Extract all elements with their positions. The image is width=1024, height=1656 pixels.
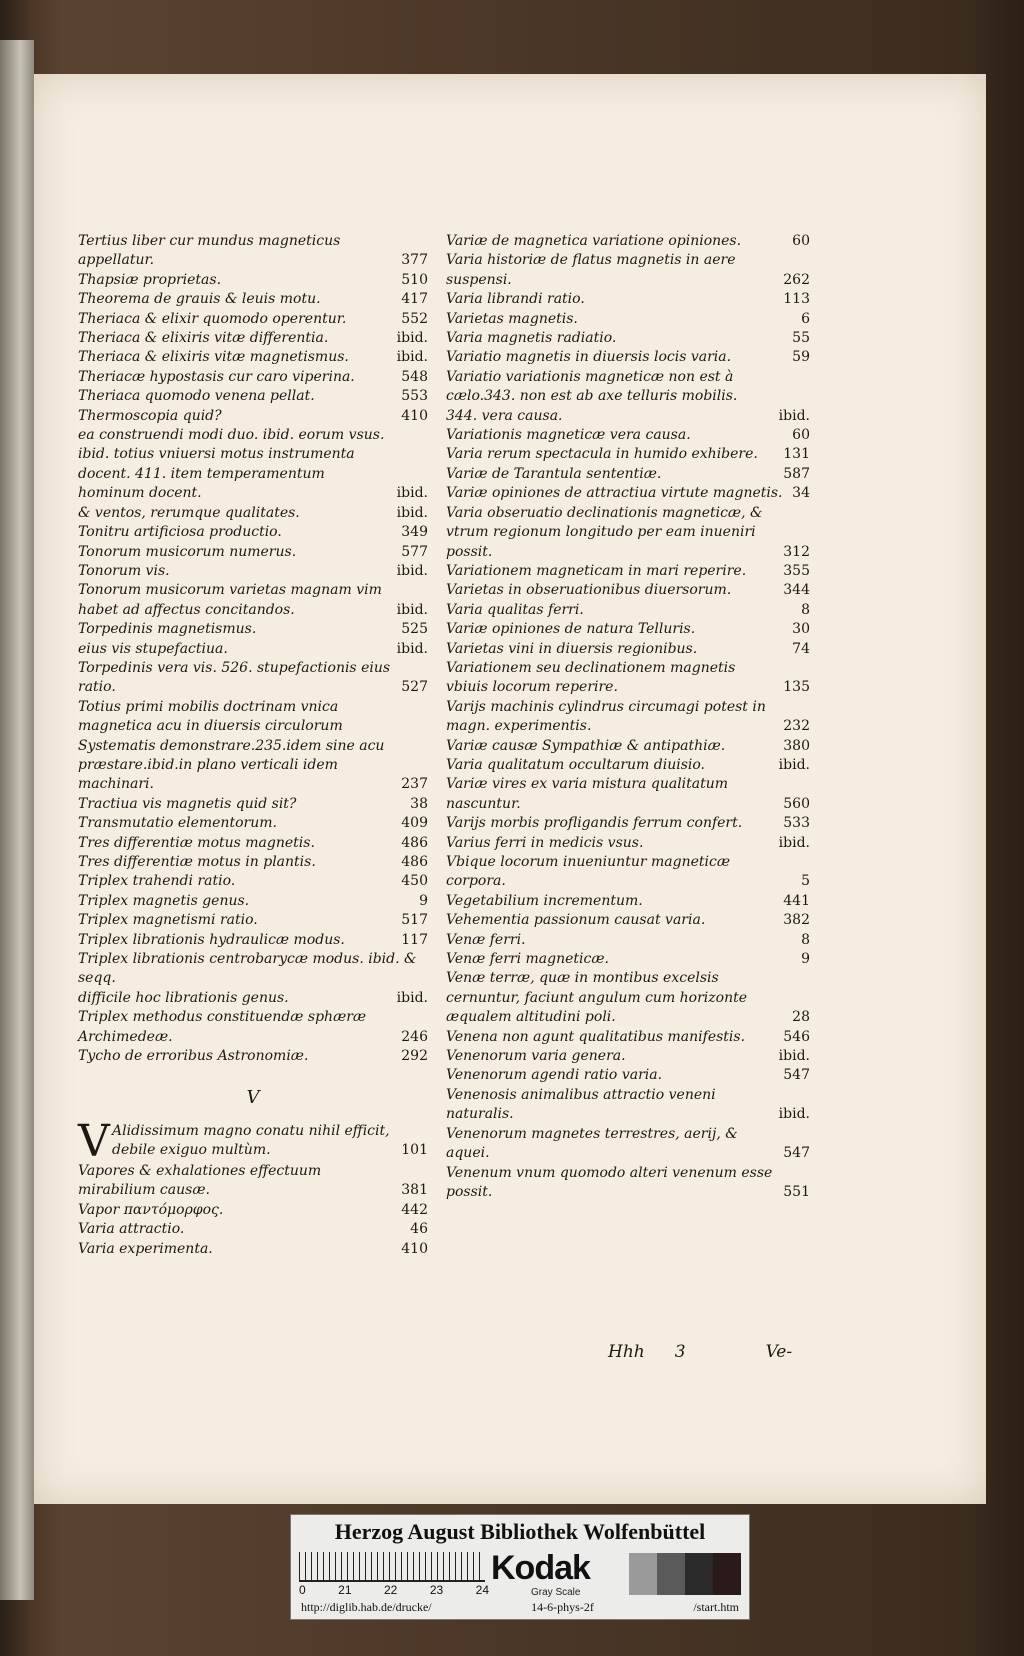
page-number: 9 xyxy=(801,951,810,968)
entry-text: Tres differentiæ motus magnetis. xyxy=(78,834,315,851)
index-entry xyxy=(446,445,810,464)
entry-text: Vehementia passionum causat varia. xyxy=(446,912,706,929)
gray-scale-label: Gray Scale xyxy=(531,1587,581,1598)
page-number: 46 xyxy=(410,1221,428,1238)
entry-text: Tractiua vis magnetis quid sit? xyxy=(78,795,297,812)
entry-text: Variationem seu declinationem magnetis vbiuis locorum reperire. xyxy=(446,659,736,696)
ruler-number: 22 xyxy=(383,1583,398,1597)
index-entry xyxy=(446,1047,810,1066)
entry-text: Varietas in obseruationibus diuersorum. xyxy=(446,582,732,599)
index-entry xyxy=(78,329,428,348)
entry-text: Totius primi mobilis doctrinam vnica magnetica acu in diuersis circulorum Systematis demonstrare.235.idem sine acu præstare.ibid.in plano verticali idem machinari. xyxy=(78,698,385,793)
index-entry xyxy=(78,1220,428,1239)
entry-text: Venenum vnum quomodo alteri venenum esse possit. xyxy=(446,1164,773,1200)
page-number: 59 xyxy=(792,349,810,366)
entry-text: Varia qualitas ferri. xyxy=(446,601,584,618)
entry-text: Theriaca & elixir quomodo operentur. xyxy=(78,310,347,327)
entry-text: Thermoscopia quid? xyxy=(78,407,222,424)
page-number: 55 xyxy=(792,330,810,347)
index-entry xyxy=(78,407,428,426)
entry-text: & ventos, rerumque qualitates. xyxy=(78,504,300,521)
index-column-right xyxy=(446,232,810,1202)
entry-text: Varia attractio. xyxy=(78,1221,185,1238)
entry-text: Torpedinis magnetismus. xyxy=(78,621,257,638)
index-column-left xyxy=(78,232,428,1259)
entry-text: Venæ ferri magneticæ. xyxy=(446,951,609,968)
index-entry xyxy=(446,310,810,329)
gray-block xyxy=(713,1553,741,1595)
entry-text: Tertius liber cur mundus magneticus appellatur. xyxy=(78,233,341,269)
entry-text: Triplex trahendi ratio. xyxy=(78,873,236,890)
page-number: 533 xyxy=(783,815,810,832)
page-number: 262 xyxy=(783,271,810,288)
signature-mark: Hhh xyxy=(608,1342,645,1362)
index-entry xyxy=(446,737,810,756)
index-entry xyxy=(78,368,428,387)
gray-block xyxy=(685,1553,713,1595)
page-number: 60 xyxy=(792,427,810,444)
index-entry xyxy=(78,620,428,639)
page-number: 417 xyxy=(401,291,428,308)
page-number: 510 xyxy=(401,271,428,288)
entry-text: Varijs morbis profligandis ferrum confert. xyxy=(446,815,743,832)
entry-text: Varius ferri in medicis vsus. xyxy=(446,834,644,851)
entry-text: Variæ causæ Sympathiæ & antipathiæ. xyxy=(446,737,726,754)
index-entry xyxy=(446,892,810,911)
page-number: 292 xyxy=(401,1048,428,1065)
index-entry xyxy=(446,1028,810,1047)
entry-text: Triplex librationis hydraulicæ modus. xyxy=(78,931,345,948)
page-number: 381 xyxy=(401,1182,428,1199)
entry-text: Venenorum varia genera. xyxy=(446,1048,626,1065)
index-entry xyxy=(446,329,810,348)
index-entry xyxy=(78,950,428,989)
index-entry xyxy=(78,426,428,504)
page-number: 486 xyxy=(401,834,428,851)
page-number: ibid. xyxy=(396,640,428,657)
page-number: 377 xyxy=(401,252,428,269)
page-number: 553 xyxy=(401,388,428,405)
index-entry xyxy=(446,853,810,892)
index-entry xyxy=(446,348,810,367)
index-entry xyxy=(446,1086,810,1125)
page-number: 441 xyxy=(783,892,810,909)
library-name: Herzog August Bibliothek Wolfenbüttel xyxy=(334,1519,706,1544)
index-entry xyxy=(78,271,428,290)
page-number: ibid. xyxy=(396,485,428,502)
ruler-number: 0 xyxy=(299,1583,306,1597)
page-number: 355 xyxy=(783,562,810,579)
page-footer xyxy=(608,1342,793,1362)
page-number: 410 xyxy=(401,1240,428,1257)
page-number: 232 xyxy=(783,718,810,735)
page-number: ibid. xyxy=(778,1106,810,1123)
section-letter: V xyxy=(246,1087,260,1109)
entry-text: Vapores & exhalationes effectuum mirabilium causæ. xyxy=(78,1162,322,1199)
entry-text: Varietas vini in diuersis regionibus. xyxy=(446,640,698,657)
entry-text: Triplex magnetismi ratio. xyxy=(78,912,258,929)
page-number: 28 xyxy=(792,1009,810,1026)
page-number: 546 xyxy=(783,1028,810,1045)
entry-text: Alidissimum magno conatu nihil efficit, debile exiguo multùm. xyxy=(112,1122,390,1159)
entry-text: Variatio variationis magneticæ non est à cælo.343. non est ab axe telluris mobilis. 344. vera causa. xyxy=(446,368,738,424)
index-entry xyxy=(446,601,810,620)
start-link: /start.htm xyxy=(693,1600,739,1614)
page-number: 8 xyxy=(801,931,810,948)
index-entry xyxy=(446,1066,810,1085)
page-number: 30 xyxy=(792,621,810,638)
index-entry xyxy=(78,1008,428,1047)
index-entry xyxy=(78,387,428,406)
index-entry xyxy=(78,543,428,562)
entry-text: Varia historiæ de flatus magnetis in aere suspensi. xyxy=(446,252,736,288)
index-entry xyxy=(446,756,810,775)
page-number: 246 xyxy=(401,1028,428,1045)
entry-text: Theorema de grauis & leuis motu. xyxy=(78,291,321,308)
page-number: ibid. xyxy=(396,601,428,618)
index-entry xyxy=(446,368,810,426)
entry-text: Venenorum magnetes terrestres, aerij, & aquei. xyxy=(446,1125,738,1162)
entry-text: Variæ opiniones de natura Telluris. xyxy=(446,621,696,638)
page-number: 6 xyxy=(801,310,810,327)
index-entry xyxy=(446,562,810,581)
entry-text: Theriacæ hypostasis cur caro viperina. xyxy=(78,368,355,385)
entry-text: ea construendi modi duo. ibid. eorum vsus. ibid. totius vniuersi motus instrumenta docent. 411. item temperamentum hominum docent. xyxy=(78,427,385,502)
index-entry xyxy=(78,834,428,853)
index-entry xyxy=(78,504,428,523)
index-entry xyxy=(446,969,810,1027)
index-entry xyxy=(78,581,428,620)
index-entry xyxy=(446,814,810,833)
entry-text: Vbique locorum inueniuntur magneticæ corpora. xyxy=(446,854,730,890)
page-number: 113 xyxy=(783,291,810,308)
page-number: 349 xyxy=(401,524,428,541)
entry-text: Tonorum musicorum numerus. xyxy=(78,543,297,560)
index-entry xyxy=(446,426,810,445)
kodak-logo: Kodak xyxy=(491,1549,590,1587)
entry-text: Triplex methodus constituendæ sphæræ Archimedeæ. xyxy=(78,1009,367,1045)
entry-text: Variationis magneticæ vera causa. xyxy=(446,427,691,444)
index-entry xyxy=(78,795,428,814)
index-entry xyxy=(78,853,428,872)
index-entry xyxy=(446,620,810,639)
page-number: 560 xyxy=(783,795,810,812)
index-entry xyxy=(78,1162,428,1201)
index-entry xyxy=(446,931,810,950)
entry-text: Variatio magnetis in diuersis locis varia. xyxy=(446,349,732,366)
index-entry xyxy=(78,348,428,367)
index-entry xyxy=(446,950,810,969)
entry-text: Triplex librationis centrobarycæ modus. ibid. & seqq. xyxy=(78,951,417,987)
entry-text: Theriaca & elixiris vitæ magnetismus. xyxy=(78,349,349,366)
book-edge xyxy=(0,40,34,1600)
page-number: 117 xyxy=(401,931,428,948)
entry-text: Tonitru artificiosa productio. xyxy=(78,524,282,541)
page-number: ibid. xyxy=(778,834,810,851)
drop-capital: V xyxy=(78,1115,110,1167)
kodak-color-strip xyxy=(290,1514,750,1620)
index-entry xyxy=(446,1164,810,1203)
entry-text: Venena non agunt qualitatibus manifestis. xyxy=(446,1028,746,1045)
index-entry xyxy=(78,232,428,271)
entry-text: Tycho de erroribus Astronomiæ. xyxy=(78,1048,309,1065)
page-number: ibid. xyxy=(396,349,428,366)
ruler-number: 23 xyxy=(429,1583,444,1597)
entry-text: Triplex magnetis genus. xyxy=(78,892,250,909)
entry-text: Varietas magnetis. xyxy=(446,310,578,327)
url-row xyxy=(291,1600,749,1615)
shelfmark: 14-6-phys-2f xyxy=(531,1600,594,1614)
index-entry xyxy=(78,523,428,542)
index-entry xyxy=(78,290,428,309)
page-number: 38 xyxy=(410,795,428,812)
index-entry xyxy=(446,698,810,737)
catchword: Ve- xyxy=(765,1342,793,1362)
entry-text: Varia experimenta. xyxy=(78,1240,213,1257)
book-page xyxy=(34,74,986,1504)
page-number: 382 xyxy=(783,912,810,929)
page-number: 525 xyxy=(401,621,428,638)
index-entry xyxy=(446,484,810,503)
gray-block xyxy=(657,1553,685,1595)
index-entry xyxy=(78,989,428,1008)
entry-text: Varijs machinis cylindrus circumagi potest in magn. experimentis. xyxy=(446,698,766,735)
entry-text: Venæ terræ, quæ in montibus excelsis cernuntur, faciunt angulum cum horizonte æqualem altitudini poli. xyxy=(446,970,748,1026)
entry-text: Varia librandi ratio. xyxy=(446,291,585,308)
page-number: 548 xyxy=(401,368,428,385)
entry-text: Venenosis animalibus attractio veneni naturalis. xyxy=(446,1086,716,1123)
index-entry xyxy=(446,251,810,290)
signature-number: 3 xyxy=(674,1342,686,1362)
page-number: 527 xyxy=(401,679,428,696)
page-number: ibid. xyxy=(778,1048,810,1065)
page-number: 577 xyxy=(401,543,428,560)
page-number: 547 xyxy=(783,1145,810,1162)
dropcap-entry xyxy=(78,1115,428,1167)
page-number: 552 xyxy=(401,310,428,327)
index-entry xyxy=(446,465,810,484)
entry-text: Venæ ferri. xyxy=(446,931,526,948)
dropcap-body xyxy=(112,1122,428,1161)
index-entry xyxy=(78,814,428,833)
entry-text: Thapsiæ proprietas. xyxy=(78,271,222,288)
page-number: 5 xyxy=(801,873,810,890)
page-number: ibid. xyxy=(396,330,428,347)
page-number: 344 xyxy=(783,582,810,599)
entry-text: Tonorum musicorum varietas magnam vim habet ad affectus concitandos. xyxy=(78,582,382,618)
index-entry xyxy=(446,581,810,600)
page-number: 34 xyxy=(792,485,810,502)
index-entry xyxy=(78,1201,428,1220)
index-entry xyxy=(446,834,810,853)
library-url: http://diglib.hab.de/drucke/ xyxy=(301,1600,432,1614)
index-entry xyxy=(446,775,810,814)
page-number: 450 xyxy=(401,873,428,890)
entry-text: Vegetabilium incrementum. xyxy=(446,892,643,909)
gray-blocks xyxy=(629,1553,741,1595)
index-entry xyxy=(446,640,810,659)
entry-text: Varia obseruatio declinationis magneticæ, & vtrum regionum longitudo per eam inueniri possit. xyxy=(446,504,763,560)
entry-text: Variæ vires ex varia mistura qualitatum nascuntur. xyxy=(446,776,729,812)
index-entry xyxy=(78,698,428,795)
page-number: ibid. xyxy=(396,989,428,1006)
entry-text: Vapor παντόμορφος. xyxy=(78,1201,224,1218)
page-number: 131 xyxy=(783,446,810,463)
index-entry xyxy=(78,310,428,329)
page-number: 135 xyxy=(783,679,810,696)
entry-text: difficile hoc librationis genus. xyxy=(78,989,289,1006)
index-entry xyxy=(78,562,428,581)
page-number: ibid. xyxy=(778,756,810,773)
page-number: 312 xyxy=(783,543,810,560)
entry-text: Venenorum agendi ratio varia. xyxy=(446,1067,663,1084)
page-number: ibid. xyxy=(396,504,428,521)
entry-text: Varia qualitatum occultarum diuisio. xyxy=(446,756,705,773)
entry-text: Varia magnetis radiatio. xyxy=(446,330,617,347)
ruler-numbers xyxy=(299,1583,489,1597)
page-number: ibid. xyxy=(778,407,810,424)
page-number: 380 xyxy=(783,737,810,754)
entry-text: Variationem magneticam in mari reperire. xyxy=(446,562,747,579)
entry-text: Variæ de magnetica variatione opiniones. xyxy=(446,233,742,249)
entry-text: Variæ de Tarantula sententiæ. xyxy=(446,465,662,482)
ruler-number: 21 xyxy=(338,1583,352,1597)
page-number: 60 xyxy=(792,233,810,249)
page-number: 547 xyxy=(783,1067,810,1084)
index-entry xyxy=(78,931,428,950)
entry-text: Torpedinis vera vis. 526. stupefactionis eius ratio. xyxy=(78,659,391,696)
page-number: 237 xyxy=(401,776,428,793)
index-entry xyxy=(78,872,428,891)
entry-text: Transmutatio elementorum. xyxy=(78,815,277,832)
page-number: 409 xyxy=(401,815,428,832)
entry-text: Theriaca quomodo venena pellat. xyxy=(78,388,315,405)
entry-text: Varia rerum spectacula in humido exhibere. xyxy=(446,446,758,463)
index-entry xyxy=(78,892,428,911)
index-entry xyxy=(78,640,428,659)
page-number: 442 xyxy=(401,1201,428,1218)
page-number: 8 xyxy=(801,601,810,618)
entry-text: Theriaca & elixiris vitæ differentia. xyxy=(78,330,329,347)
gray-block xyxy=(629,1553,657,1595)
ruler-scale xyxy=(299,1552,485,1582)
index-entry xyxy=(446,290,810,309)
index-entry xyxy=(78,1240,428,1259)
index-entry xyxy=(446,232,810,251)
page-number: 74 xyxy=(792,640,810,657)
index-entry xyxy=(446,911,810,930)
entry-text: Variæ opiniones de attractiua virtute magnetis. xyxy=(446,485,783,502)
page-number: 551 xyxy=(783,1183,810,1200)
index-entry xyxy=(78,659,428,698)
index-entry xyxy=(78,1047,428,1066)
page-number: 101 xyxy=(401,1142,428,1159)
entry-text: Tonorum vis. xyxy=(78,562,170,579)
index-entry xyxy=(446,659,810,698)
index-entry xyxy=(78,911,428,930)
ruler-number: 24 xyxy=(475,1583,489,1597)
page-number: 486 xyxy=(401,854,428,870)
entry-text: eius vis stupefactiua. xyxy=(78,640,228,657)
entry-text: Tres differentiæ motus in plantis. xyxy=(78,854,316,870)
page-number: 587 xyxy=(783,465,810,482)
page-number: 9 xyxy=(419,892,428,909)
page-number: 517 xyxy=(401,912,428,929)
page-number: ibid. xyxy=(396,562,428,579)
index-entry xyxy=(446,504,810,562)
index-entry xyxy=(446,1125,810,1164)
page-number: 410 xyxy=(401,407,428,424)
